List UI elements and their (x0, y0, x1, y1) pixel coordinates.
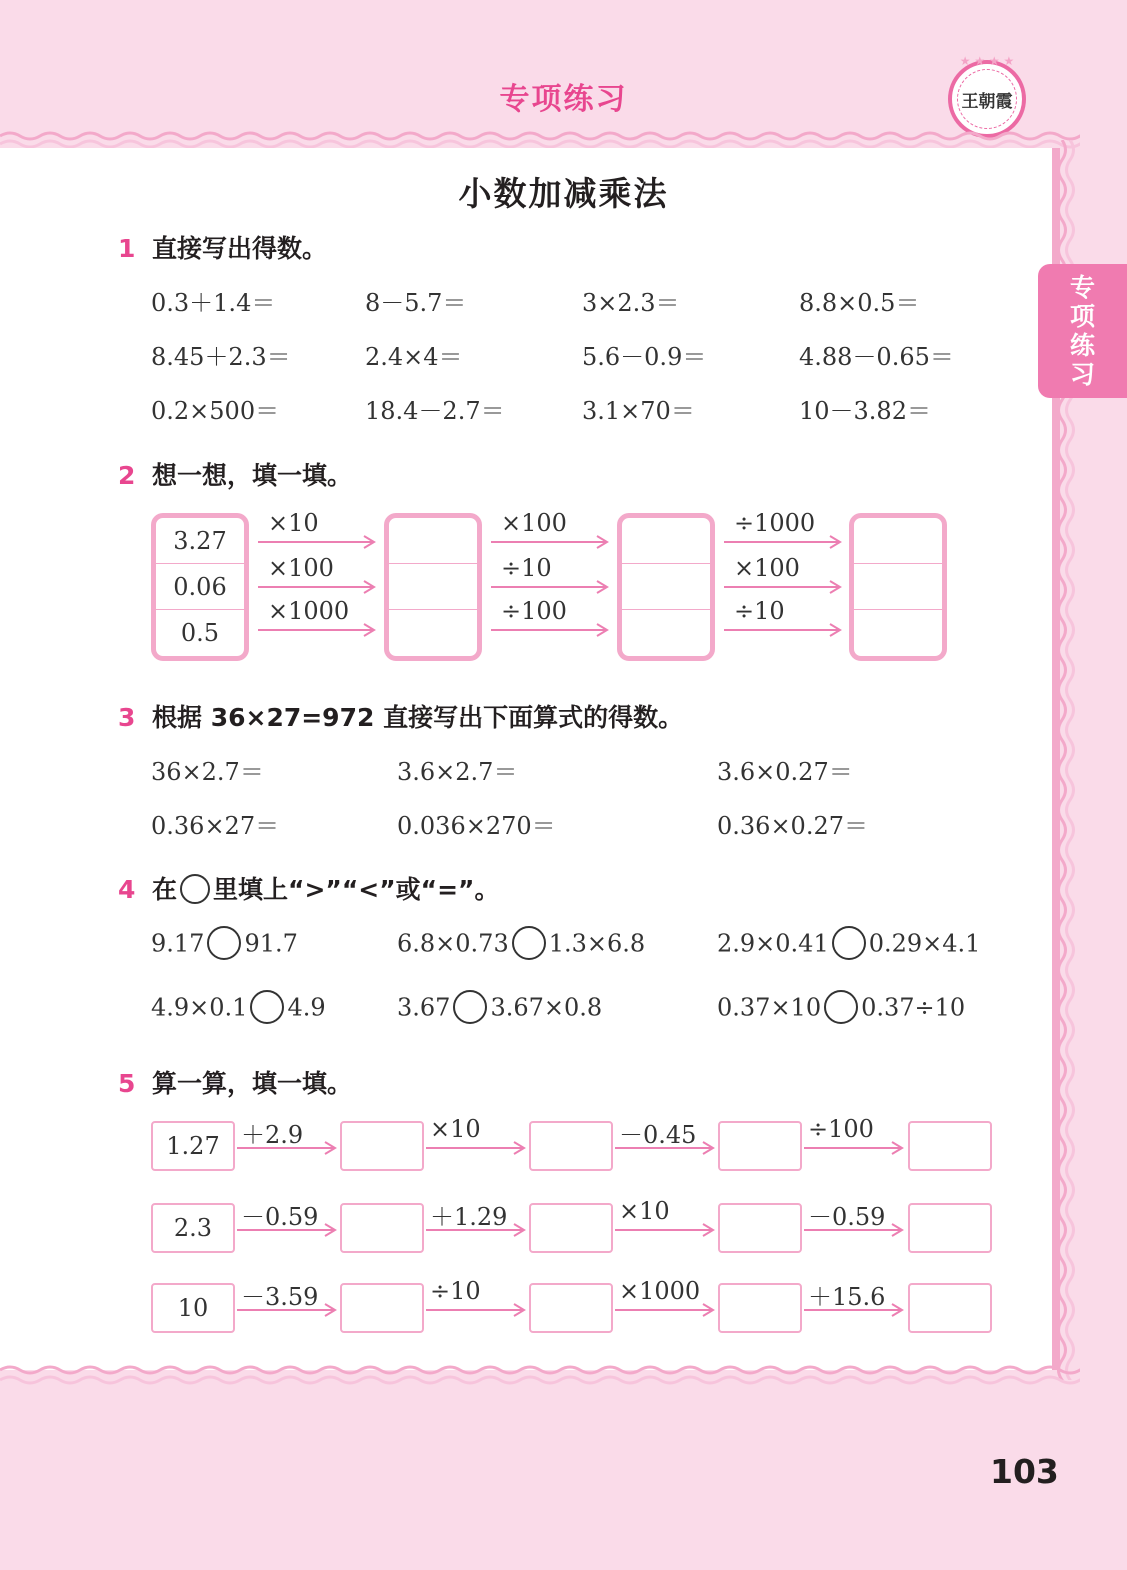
circle-icon (180, 874, 210, 904)
question-4-heading (118, 870, 499, 906)
answer-cell[interactable] (854, 518, 942, 564)
answer-box[interactable] (718, 1283, 802, 1333)
operation-label: ×10 (430, 1115, 481, 1143)
start-value: 0.5 (180, 619, 220, 647)
expression: 2.4×4＝ (365, 343, 463, 371)
answer-box[interactable] (529, 1203, 613, 1253)
arrow-icon (615, 1223, 715, 1237)
comparison-left: 3.67 (397, 993, 451, 1022)
question-number: 1 (118, 234, 136, 263)
arrow-icon (615, 1303, 715, 1317)
arrow-icon (258, 623, 376, 637)
start-values-frame (151, 513, 249, 661)
brand-badge-text: 王朝霞 (957, 69, 1017, 129)
answer-frame[interactable] (384, 513, 482, 661)
operation-label: ＋2.9 (241, 1121, 304, 1149)
start-value-box: 2.3 (151, 1203, 235, 1253)
operation-label: －0.59 (808, 1203, 886, 1231)
answer-box[interactable] (340, 1283, 424, 1333)
expression: 36×2.7＝ (151, 758, 264, 786)
comparison-circle[interactable] (512, 926, 546, 960)
expression: 8.45＋2.3＝ (151, 343, 291, 371)
expression: 0.36×0.27＝ (717, 812, 868, 840)
arrow-icon (804, 1141, 904, 1155)
question-number: 3 (118, 703, 136, 732)
question-5-heading (118, 1064, 352, 1100)
expression: 0.2×500＝ (151, 397, 280, 425)
arrow-icon (804, 1223, 904, 1237)
answer-frame[interactable] (849, 513, 947, 661)
operation-label: ×1000 (619, 1277, 701, 1305)
side-tab-char: 专 (1069, 273, 1095, 302)
start-value: 3.27 (156, 518, 244, 564)
operation-label: －0.45 (619, 1121, 697, 1149)
operation-label: ×10 (619, 1197, 670, 1225)
operation-label: ÷10 (430, 1277, 481, 1305)
comparison-left: 9.17 (151, 929, 205, 958)
question-number: 5 (118, 1069, 136, 1098)
expression: 3.6×0.27＝ (717, 758, 853, 786)
question-text: 直接写出得数。 (152, 234, 328, 263)
operation-label: ÷100 (501, 597, 567, 625)
comparison-right: 91.7 (244, 929, 298, 958)
question-text: 想一想，填一填。 (152, 461, 353, 490)
operation-label: ÷10 (501, 554, 552, 582)
answer-cell[interactable] (854, 610, 942, 655)
operation-label: －0.59 (241, 1203, 319, 1231)
arrow-icon (491, 535, 609, 549)
comparison-circle[interactable] (453, 990, 487, 1024)
operation-label: －3.59 (241, 1283, 319, 1311)
answer-box[interactable] (340, 1121, 424, 1171)
answer-box[interactable] (718, 1203, 802, 1253)
expression: 8－5.7＝ (365, 289, 467, 317)
expression: 10－3.82＝ (799, 397, 931, 425)
expression: 0.036×270＝ (397, 812, 556, 840)
arrow-icon (724, 535, 842, 549)
start-value: 0.06 (156, 564, 244, 610)
header-title: 专项练习 (499, 82, 628, 117)
answer-box[interactable] (908, 1283, 992, 1333)
arrow-icon (724, 580, 842, 594)
side-tab-char: 习 (1069, 360, 1095, 389)
answer-cell[interactable] (622, 610, 710, 655)
arrow-icon (237, 1223, 337, 1237)
arrow-icon (237, 1303, 337, 1317)
comparison-circle[interactable] (207, 926, 241, 960)
arrow-icon (491, 580, 609, 594)
arrow-icon (804, 1303, 904, 1317)
answer-cell[interactable] (389, 518, 477, 564)
expression: 5.6－0.9＝ (582, 343, 707, 371)
comparison-right: 0.29×4.1 (868, 929, 981, 958)
side-tab-char: 项 (1069, 302, 1095, 331)
operation-label: ÷1000 (734, 509, 816, 537)
arrow-icon (258, 535, 376, 549)
answer-box[interactable] (529, 1121, 613, 1171)
operation-label: ÷100 (808, 1115, 874, 1143)
answer-box[interactable] (908, 1203, 992, 1253)
question-1-heading (118, 229, 327, 265)
expression: 0.3＋1.4＝ (151, 289, 276, 317)
comparison-circle[interactable] (832, 926, 866, 960)
arrow-icon (237, 1141, 337, 1155)
comparison-right: 4.9 (287, 993, 326, 1022)
wave-border-bottom (0, 1358, 1080, 1394)
comparison-right: 0.37÷10 (861, 993, 966, 1022)
answer-box[interactable] (718, 1121, 802, 1171)
answer-cell[interactable] (389, 610, 477, 655)
question-3-heading (118, 698, 683, 734)
question-2-heading (118, 456, 352, 492)
comparison-left: 0.37×10 (717, 993, 822, 1022)
expression: 3.6×2.7＝ (397, 758, 518, 786)
answer-box[interactable] (908, 1121, 992, 1171)
arrow-icon (491, 623, 609, 637)
expression: 4.88－0.65＝ (799, 343, 954, 371)
answer-cell[interactable] (622, 518, 710, 564)
comparison-item (717, 992, 965, 1026)
start-value-box: 1.27 (151, 1121, 235, 1171)
comparison-circle[interactable] (250, 990, 284, 1024)
arrow-icon (724, 623, 842, 637)
arrow-icon (258, 580, 376, 594)
side-tab[interactable] (1038, 264, 1127, 398)
answer-frame[interactable] (617, 513, 715, 661)
arrow-icon (426, 1141, 526, 1155)
comparison-item (397, 992, 602, 1026)
expression: 3×2.3＝ (582, 289, 680, 317)
star-icon: ★ ★ ★ ★ (959, 54, 1015, 68)
comparison-item (151, 992, 326, 1026)
operation-label: ×100 (268, 554, 334, 582)
answer-box[interactable] (340, 1203, 424, 1253)
question-number: 4 (118, 875, 136, 904)
comparison-right: 3.67×0.8 (490, 993, 603, 1022)
comparison-circle[interactable] (824, 990, 858, 1024)
expression: 0.36×27＝ (151, 812, 280, 840)
question-number: 2 (118, 461, 136, 490)
operation-label: ÷10 (734, 597, 785, 625)
question-text-b: 里填上“>”“<”或“=”。 (213, 875, 500, 904)
operation-label: ＋1.29 (430, 1203, 508, 1231)
comparison-right: 1.3×6.8 (548, 929, 646, 958)
arrow-icon (615, 1141, 715, 1155)
page-title: 小数加减乘法 (458, 174, 669, 213)
comparison-left: 2.9×0.41 (717, 929, 829, 958)
page-number: 103 (990, 1452, 1059, 1491)
question-text: 算一算，填一填。 (152, 1069, 353, 1098)
comparison-left: 6.8×0.73 (397, 929, 509, 958)
operation-label: ×100 (501, 509, 567, 537)
operation-label: ×10 (268, 509, 319, 537)
operation-label: ×100 (734, 554, 800, 582)
expression: 3.1×70＝ (582, 397, 695, 425)
answer-cell[interactable] (389, 564, 477, 610)
comparison-item (151, 928, 298, 962)
answer-cell[interactable] (622, 564, 710, 610)
comparison-left: 4.9×0.1 (151, 993, 248, 1022)
answer-cell[interactable] (854, 564, 942, 610)
comparison-item (397, 928, 645, 962)
arrow-icon (426, 1303, 526, 1317)
start-value-box: 10 (151, 1283, 235, 1333)
expression: 18.4－2.7＝ (365, 397, 505, 425)
expression: 8.8×0.5＝ (799, 289, 920, 317)
operation-label: ×1000 (268, 597, 350, 625)
arrow-icon (426, 1223, 526, 1237)
comparison-item (717, 928, 980, 962)
question-text: 根据 36×27=972 直接写出下面算式的得数。 (152, 703, 684, 732)
question-text-a: 在 (152, 875, 178, 904)
side-tab-char: 练 (1069, 331, 1095, 360)
operation-label: ＋15.6 (808, 1283, 886, 1311)
answer-box[interactable] (529, 1283, 613, 1333)
